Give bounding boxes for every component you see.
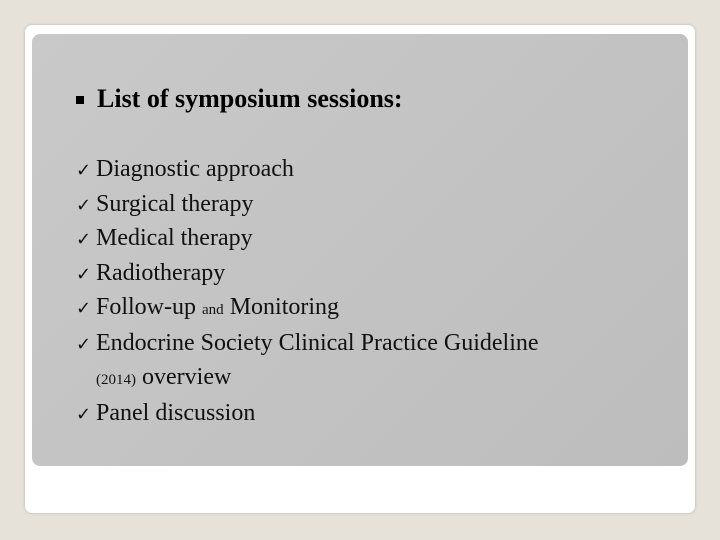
- list-item: [76, 257, 539, 292]
- list-item: [76, 188, 539, 223]
- list-item: [76, 397, 539, 432]
- heading-text: List of symposium sessions:: [97, 84, 403, 113]
- list-item: [76, 153, 539, 188]
- list-item-text: Panel discussion: [96, 399, 256, 426]
- checkmark-icon: ✓: [76, 403, 92, 425]
- square-bullet-icon: [76, 96, 84, 104]
- checkmark-icon: ✓: [76, 333, 92, 355]
- slide-heading: [76, 82, 403, 116]
- list-item-text: Endocrine Society Clinical Practice Guideline: [96, 329, 539, 356]
- checkmark-icon: ✓: [76, 194, 92, 216]
- checkmark-icon: ✓: [76, 298, 92, 319]
- list-item-text: Follow-up: [96, 294, 197, 320]
- list-item-connector: and: [202, 302, 224, 318]
- list-item: [76, 222, 539, 257]
- list-item-text: overview: [142, 364, 232, 390]
- list-item: [76, 327, 539, 362]
- list-item-text: Medical therapy: [96, 225, 253, 251]
- year-label: (2014): [96, 372, 136, 388]
- list-item-text: Diagnostic approach: [96, 156, 294, 182]
- checkmark-icon: ✓: [76, 229, 92, 250]
- list-item-text: Radiotherapy: [96, 259, 226, 286]
- session-list: [76, 153, 539, 431]
- list-item-text: Surgical therapy: [96, 190, 254, 217]
- checkmark-icon: ✓: [76, 160, 92, 181]
- checkmark-icon: ✓: [76, 263, 92, 285]
- list-item: [76, 291, 539, 327]
- list-item-continuation: [76, 361, 539, 397]
- list-item-text: Monitoring: [229, 294, 340, 320]
